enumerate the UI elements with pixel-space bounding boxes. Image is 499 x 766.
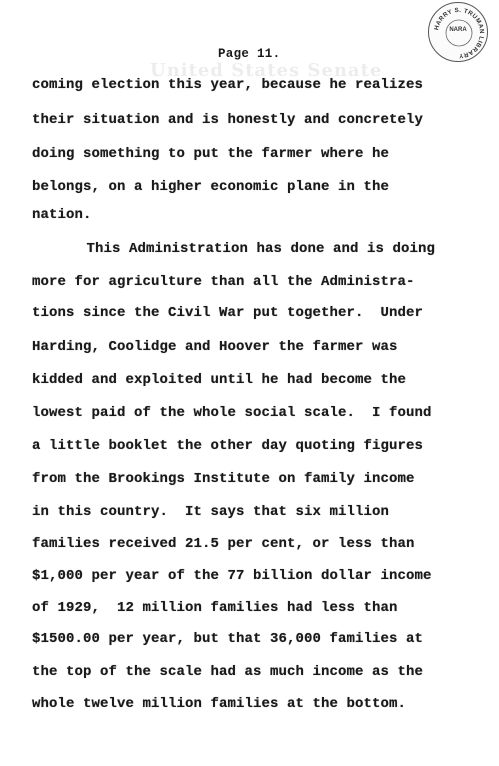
text-line: Harding, Coolidge and Hoover the farmer was bbox=[32, 339, 398, 355]
text-line: whole twelve million families at the bottom. bbox=[32, 696, 407, 712]
page-number: Page 11. bbox=[218, 47, 281, 61]
text-line: nation. bbox=[32, 207, 92, 223]
text-line: kidded and exploited until he had become the bbox=[32, 372, 407, 388]
text-line: $1,000 per year of the 77 billion dollar income bbox=[32, 568, 432, 584]
text-line: doing something to put the farmer where he bbox=[32, 146, 390, 162]
stamp-ring-text: HARRY S. TRUMAN LIBRARY bbox=[433, 6, 486, 60]
text-line: of 1929, 12 million families had less than bbox=[32, 600, 398, 616]
stamp-ring-icon bbox=[429, 3, 489, 63]
text-line: their situation and is honestly and concretely bbox=[32, 112, 424, 128]
text-line: $1500.00 per year, but that 36,000 families at bbox=[32, 631, 424, 647]
text-line: lowest paid of the whole social scale. I found bbox=[32, 405, 432, 421]
text-line: families received 21.5 per cent, or less than bbox=[32, 536, 415, 552]
text-line: a little booklet the other day quoting figures bbox=[32, 438, 424, 454]
text-line: This Administration has done and is doing bbox=[44, 241, 436, 257]
svg-text:HARRY S. TRUMAN LIBRARY bbox=[433, 7, 485, 59]
text-line: the top of the scale had as much income as the bbox=[32, 664, 424, 680]
text-line: from the Brookings Institute on family income bbox=[32, 471, 415, 487]
stamp-center-text: NARA bbox=[449, 27, 467, 33]
library-stamp bbox=[428, 2, 488, 62]
text-line: coming election this year, because he realizes bbox=[32, 77, 424, 93]
text-line: more for agriculture than all the Administra- bbox=[32, 274, 415, 290]
text-line: in this country. It says that six million bbox=[32, 504, 390, 520]
text-line: tions since the Civil War put together. Under bbox=[32, 305, 424, 321]
text-line: belongs, on a higher economic plane in the bbox=[32, 179, 390, 195]
senate-letterhead-watermark: United States Senate bbox=[150, 60, 383, 81]
